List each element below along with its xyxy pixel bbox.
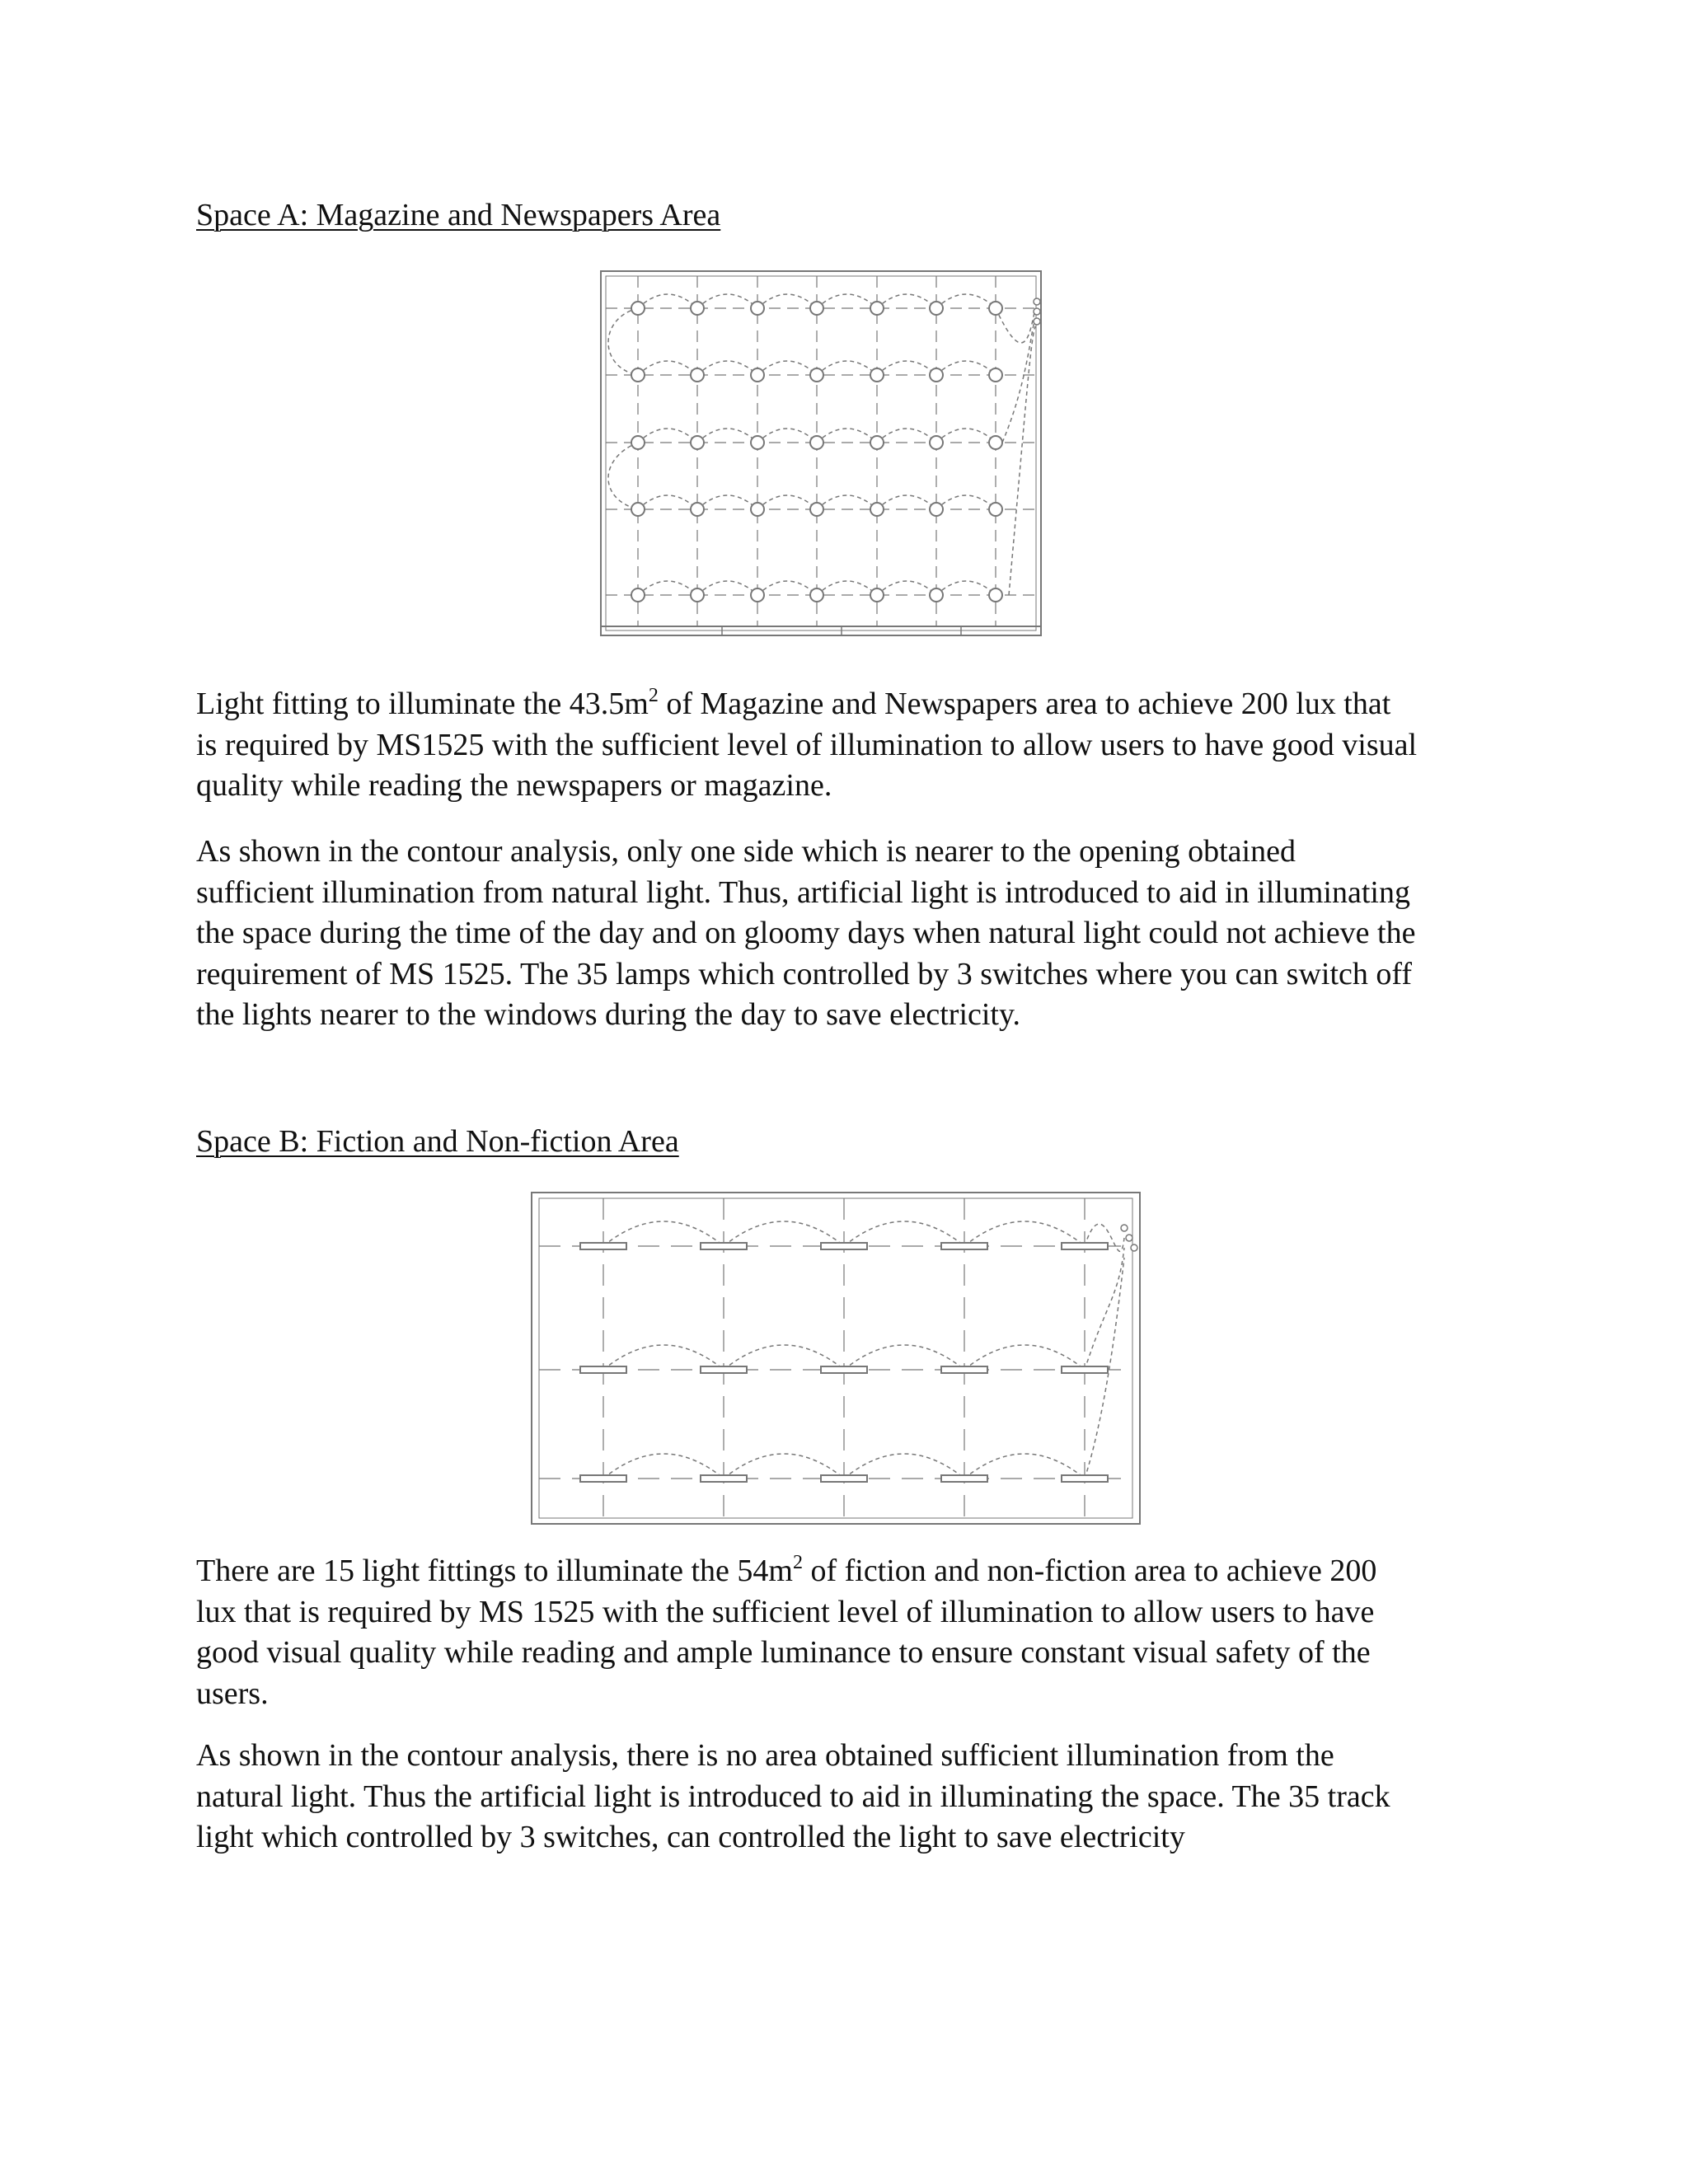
wiring-arc xyxy=(697,294,757,308)
track-light-icon xyxy=(941,1243,987,1249)
round-lamp-icon xyxy=(870,368,884,382)
wiring-arc xyxy=(936,294,996,308)
wiring-arc xyxy=(608,308,638,375)
round-lamp-icon xyxy=(870,436,884,449)
wiring-arc xyxy=(877,495,936,509)
switch-wiring xyxy=(1009,326,1035,595)
round-lamp-icon xyxy=(810,503,823,516)
round-lamp-icon xyxy=(691,302,704,315)
wiring-arc xyxy=(936,581,996,595)
wiring-arc xyxy=(817,495,877,509)
wiring-arc xyxy=(936,361,996,375)
wiring-arc xyxy=(877,581,936,595)
round-lamp-icon xyxy=(751,588,764,602)
track-light-icon xyxy=(701,1366,747,1373)
wiring-arc xyxy=(697,581,757,595)
wiring-arc xyxy=(638,495,697,509)
track-light-icon xyxy=(580,1475,626,1482)
wiring-arc xyxy=(817,581,877,595)
round-lamp-icon xyxy=(870,503,884,516)
round-lamp-icon xyxy=(989,503,1002,516)
wiring-arc xyxy=(817,429,877,443)
round-lamp-icon xyxy=(631,302,645,315)
wiring-arc xyxy=(697,429,757,443)
round-lamp-icon xyxy=(810,368,823,382)
wiring-arc xyxy=(936,429,996,443)
wiring-arc xyxy=(757,429,817,443)
round-lamp-icon xyxy=(691,436,704,449)
wiring-arc xyxy=(757,361,817,375)
track-light-icon xyxy=(941,1475,987,1482)
track-light-icon xyxy=(941,1366,987,1373)
round-lamp-icon xyxy=(870,302,884,315)
switch-icon xyxy=(1034,298,1040,305)
round-lamp-icon xyxy=(930,436,943,449)
round-lamp-icon xyxy=(691,588,704,602)
round-lamp-icon xyxy=(870,588,884,602)
space-b-lighting-plan xyxy=(529,1190,1154,1526)
track-light-icon xyxy=(580,1366,626,1373)
wiring-arc xyxy=(877,429,936,443)
round-lamp-icon xyxy=(989,302,1002,315)
space-b-paragraph-1: There are 15 light fittings to illuminate the $54m^2$ of fiction and non-fiction area to achieve 200 lux that is required by MS 1525 with the sufficient level of illumination to allow users to have good visual quality while reading and ample luminance to ensure constant visual safety of the users. xyxy=(196,1552,1377,1711)
wiring-arc xyxy=(817,294,877,308)
switch-icon xyxy=(1131,1244,1137,1251)
space-b-heading: Space B: Fiction and Non-fiction Area xyxy=(196,1124,679,1159)
round-lamp-icon xyxy=(691,368,704,382)
round-lamp-icon xyxy=(989,368,1002,382)
wiring-arc xyxy=(817,361,877,375)
round-lamp-icon xyxy=(751,368,764,382)
track-light-icon xyxy=(701,1475,747,1482)
round-lamp-icon xyxy=(631,368,645,382)
space-a-lighting-plan xyxy=(598,269,1047,638)
round-lamp-icon xyxy=(810,302,823,315)
wiring-arc xyxy=(757,581,817,595)
round-lamp-icon xyxy=(751,503,764,516)
track-light-icon xyxy=(1062,1243,1108,1249)
round-lamp-icon xyxy=(631,588,645,602)
wiring-arc xyxy=(877,294,936,308)
round-lamp-icon xyxy=(930,368,943,382)
wiring-arc xyxy=(877,361,936,375)
wiring-arc xyxy=(757,495,817,509)
round-lamp-icon xyxy=(751,436,764,449)
round-lamp-icon xyxy=(810,588,823,602)
round-lamp-icon xyxy=(751,302,764,315)
track-light-icon xyxy=(580,1243,626,1249)
track-light-icon xyxy=(1062,1366,1108,1373)
switch-wiring xyxy=(1002,318,1035,443)
switch-icon xyxy=(1126,1235,1132,1241)
switch-icon xyxy=(1121,1225,1128,1231)
space-a-heading: Space A: Magazine and Newspapers Area xyxy=(196,198,721,232)
space-b-paragraph-2: As shown in the contour analysis, there is no area obtained sufficient illumination from the natural light. Thus the artificial light is introduced to aid in illuminating the space. The 35 track light which controlled by 3 switches, can controlled the light to save electricity xyxy=(196,1738,1390,1854)
round-lamp-icon xyxy=(930,588,943,602)
wiring-arc xyxy=(608,443,638,509)
switch-wiring xyxy=(996,308,1035,343)
wiring-arc xyxy=(697,495,757,509)
round-lamp-icon xyxy=(631,503,645,516)
space-a-paragraph-2: As shown in the contour analysis, only one side which is nearer to the opening obtained sufficient illumination from natural light. Thus, artificial light is introduced to aid in illuminating the space during the time of the day and on gloomy days when natural light could not achieve the requirement of MS 1525. The 35 lamps which controlled by 3 switches where you can switch off the lights nearer to the windows during the day to save electricity. xyxy=(196,834,1416,1032)
round-lamp-icon xyxy=(930,503,943,516)
wiring-arc xyxy=(638,361,697,375)
round-lamp-icon xyxy=(989,588,1002,602)
round-lamp-icon xyxy=(810,436,823,449)
wiring-arc xyxy=(757,294,817,308)
plan-inner-wall xyxy=(606,276,1036,630)
round-lamp-icon xyxy=(691,503,704,516)
wiring-arc xyxy=(638,581,697,595)
wiring-arc xyxy=(936,495,996,509)
round-lamp-icon xyxy=(631,436,645,449)
wiring-arc xyxy=(697,361,757,375)
switch-icon xyxy=(1034,318,1040,325)
track-light-icon xyxy=(821,1243,867,1249)
track-light-icon xyxy=(1062,1475,1108,1482)
track-light-icon xyxy=(701,1243,747,1249)
wiring-arc xyxy=(638,429,697,443)
switch-icon xyxy=(1034,308,1040,315)
space-a-paragraph-1: Light fitting to illuminate the $43.5m^2$ of Magazine and Newspapers area to achieve 200 lux that is required by MS1525 with the sufficient level of illumination to allow users to have good visual quality while reading the newspapers or magazine. xyxy=(196,685,1418,803)
wiring-arc xyxy=(638,294,697,308)
round-lamp-icon xyxy=(989,436,1002,449)
track-light-icon xyxy=(821,1475,867,1482)
track-light-icon xyxy=(821,1366,867,1373)
round-lamp-icon xyxy=(930,302,943,315)
